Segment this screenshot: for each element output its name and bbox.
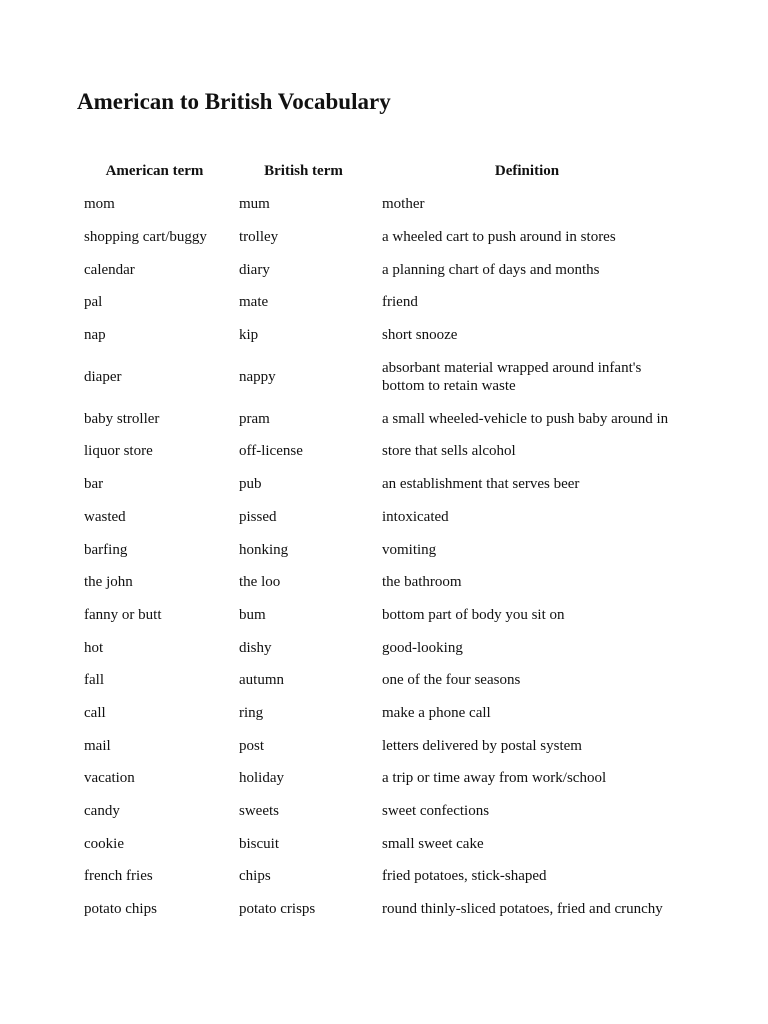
american-term-cell: wasted	[84, 508, 126, 525]
table-row	[77, 351, 679, 402]
american-term-cell: shopping cart/buggy	[84, 229, 207, 246]
table-row	[77, 435, 679, 468]
table-row	[77, 402, 679, 435]
definition-cell: vomiting	[382, 541, 437, 558]
definition-cell: make a phone call	[382, 704, 491, 721]
american-term-cell: potato chips	[84, 901, 157, 918]
definition-cell: round thinly-sliced potatoes, fried and crunchy	[382, 901, 663, 918]
definition-cell: a wheeled cart to push around in stores	[382, 229, 616, 246]
definition-cell: intoxicated	[382, 508, 449, 525]
american-term-cell: liquor store	[84, 443, 153, 460]
american-term-cell: candy	[84, 803, 120, 820]
american-term-cell: diaper	[84, 368, 122, 385]
table-row	[77, 221, 679, 254]
definition-cell: a trip or time away from work/school	[382, 770, 607, 787]
table-row	[77, 599, 679, 632]
american-term-cell: the john	[84, 574, 133, 591]
british-term-cell: diary	[239, 261, 270, 278]
american-term-cell: bar	[84, 476, 104, 493]
column-header-american-term: American term	[105, 163, 204, 179]
table-row	[77, 188, 679, 221]
table-row	[77, 501, 679, 534]
american-term-cell: vacation	[84, 770, 135, 787]
table-row	[77, 533, 679, 566]
page-title: American to British Vocabulary	[77, 89, 391, 114]
definition-cell: an establishment that serves beer	[382, 476, 580, 493]
british-term-cell: trolley	[239, 229, 279, 246]
american-term-cell: mom	[84, 196, 115, 213]
table-row	[77, 319, 679, 352]
american-term-cell: french fries	[84, 868, 153, 885]
british-term-cell: pram	[239, 410, 270, 427]
british-term-cell: nappy	[239, 368, 276, 385]
british-term-cell: dishy	[239, 639, 272, 656]
american-term-cell: cookie	[84, 835, 124, 852]
definition-cell: letters delivered by postal system	[382, 737, 582, 754]
british-term-cell: pissed	[239, 508, 277, 525]
american-term-cell: calendar	[84, 261, 135, 278]
table-row	[77, 566, 679, 599]
british-term-cell: off-license	[239, 443, 303, 460]
british-term-cell: post	[239, 737, 265, 754]
vocabulary-table	[77, 154, 679, 925]
american-term-cell: mail	[84, 737, 111, 754]
table-row	[77, 664, 679, 697]
definition-cell: friend	[382, 294, 418, 311]
table-row	[77, 631, 679, 664]
american-term-cell: barfing	[84, 541, 128, 558]
column-header-definition: Definition	[494, 163, 560, 179]
table-row	[77, 286, 679, 319]
american-term-cell: nap	[84, 327, 106, 344]
definition-cell: bottom part of body you sit on	[382, 606, 565, 623]
table-row	[77, 253, 679, 286]
definition-cell: short snooze	[382, 327, 458, 344]
american-term-cell: fall	[84, 672, 104, 689]
table-row	[77, 468, 679, 501]
british-term-cell: honking	[239, 541, 289, 558]
british-term-cell: bum	[239, 606, 266, 623]
british-term-cell: kip	[239, 327, 259, 344]
british-term-cell: pub	[239, 476, 262, 493]
table-row	[77, 860, 679, 893]
table-row	[77, 893, 679, 926]
table-row	[77, 697, 679, 730]
british-term-cell: mate	[239, 294, 269, 311]
table-row	[77, 762, 679, 795]
british-term-cell: biscuit	[239, 835, 279, 852]
british-term-cell: chips	[239, 868, 271, 885]
definition-cell: mother	[382, 196, 425, 213]
british-term-cell: autumn	[239, 672, 284, 689]
column-header-british-term: British term	[264, 163, 343, 179]
american-term-cell: hot	[84, 639, 104, 656]
table-row	[77, 795, 679, 828]
table-row	[77, 729, 679, 762]
british-term-cell: holiday	[239, 770, 284, 787]
table-row	[77, 827, 679, 860]
definition-cell: one of the four seasons	[382, 672, 521, 689]
definition-cell: good-looking	[382, 639, 463, 656]
british-term-cell: potato crisps	[239, 901, 316, 918]
definition-cell: a small wheeled-vehicle to push baby around in	[382, 410, 669, 427]
table-header-row	[77, 154, 679, 188]
british-term-cell: sweets	[239, 803, 279, 820]
definition-cell: store that sells alcohol	[382, 443, 516, 460]
definition-cell: the bathroom	[382, 574, 462, 591]
american-term-cell: fanny or butt	[84, 606, 162, 623]
american-term-cell: call	[84, 704, 106, 721]
british-term-cell: the loo	[239, 574, 281, 591]
british-term-cell: ring	[239, 704, 264, 721]
definition-cell: absorbant material wrapped around infant's bottom to retain waste	[382, 359, 642, 394]
definition-cell: a planning chart of days and months	[382, 261, 600, 278]
definition-cell: sweet confections	[382, 803, 490, 820]
definition-cell: small sweet cake	[382, 835, 484, 852]
american-term-cell: pal	[84, 294, 103, 311]
british-term-cell: mum	[239, 196, 270, 213]
definition-cell: fried potatoes, stick-shaped	[382, 868, 547, 885]
american-term-cell: baby stroller	[84, 410, 160, 427]
